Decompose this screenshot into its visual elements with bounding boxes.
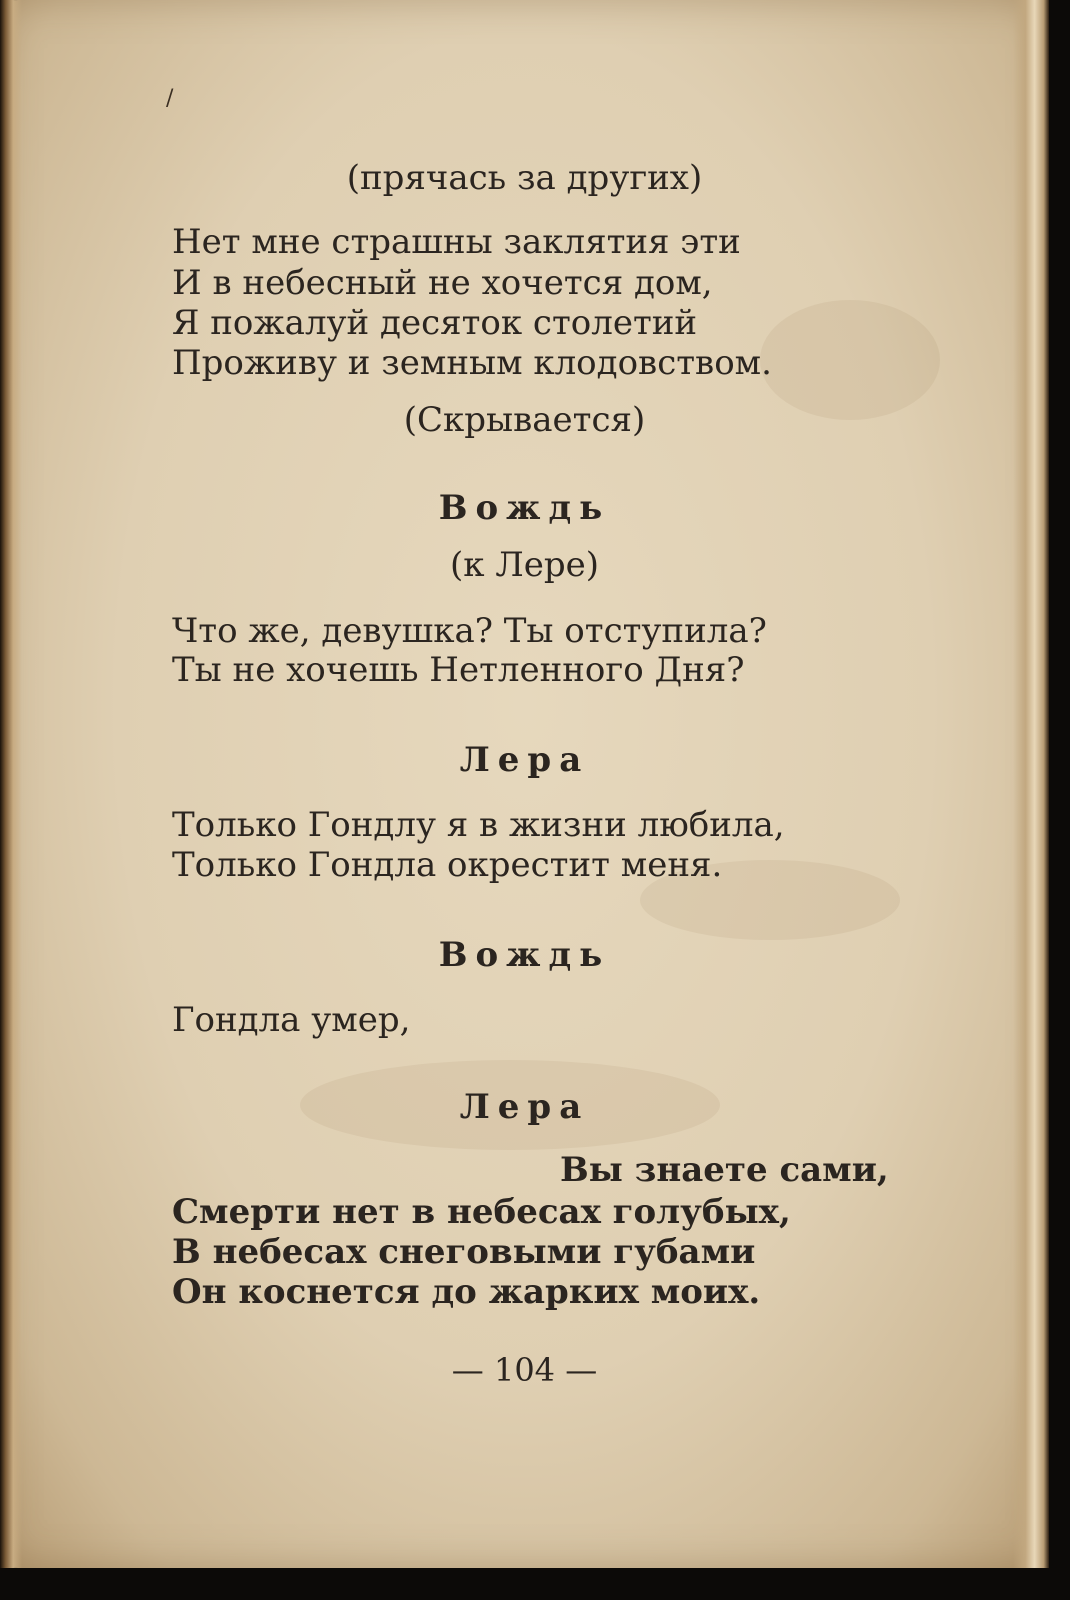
speaker-name: Вождь — [438, 488, 611, 528]
verse-line: Гондла умер, — [172, 1000, 411, 1040]
verse-line: Что же, девушка? Ты отступила? — [172, 611, 767, 651]
ink-mark: / — [166, 86, 174, 111]
page-number: — 104 — — [451, 1351, 598, 1389]
verse-line: Смерти нет в небесах голубых, — [172, 1192, 791, 1232]
verse-line: И в небесный не хочется дом, — [172, 263, 713, 303]
verse-line-indented: Вы знаете сами, — [560, 1150, 889, 1190]
verse-line: Я пожалуй десяток столетий — [172, 303, 698, 343]
verse-line: Он коснется до жарких моих. — [172, 1272, 761, 1312]
verse-line: Ты не хочешь Нетленного Дня? — [172, 650, 745, 690]
stage-direction: (к Лере) — [450, 545, 599, 585]
speaker-name: Вождь — [438, 935, 611, 975]
verse-line: Нет мне страшны заклятия эти — [172, 222, 741, 262]
verse-line: В небесах снеговыми губами — [172, 1232, 756, 1272]
verse-line: Только Гондлу я в жизни любила, — [172, 805, 785, 845]
verse-line: Проживу и земным клодовством. — [172, 343, 772, 383]
speaker-name: Лера — [459, 740, 590, 780]
verse-line: Только Гондла окрестит меня. — [172, 845, 723, 885]
stage-direction: (прячась за других) — [346, 158, 703, 198]
speaker-name: Лера — [459, 1087, 590, 1127]
stage-direction: (Скрывается) — [403, 400, 646, 440]
